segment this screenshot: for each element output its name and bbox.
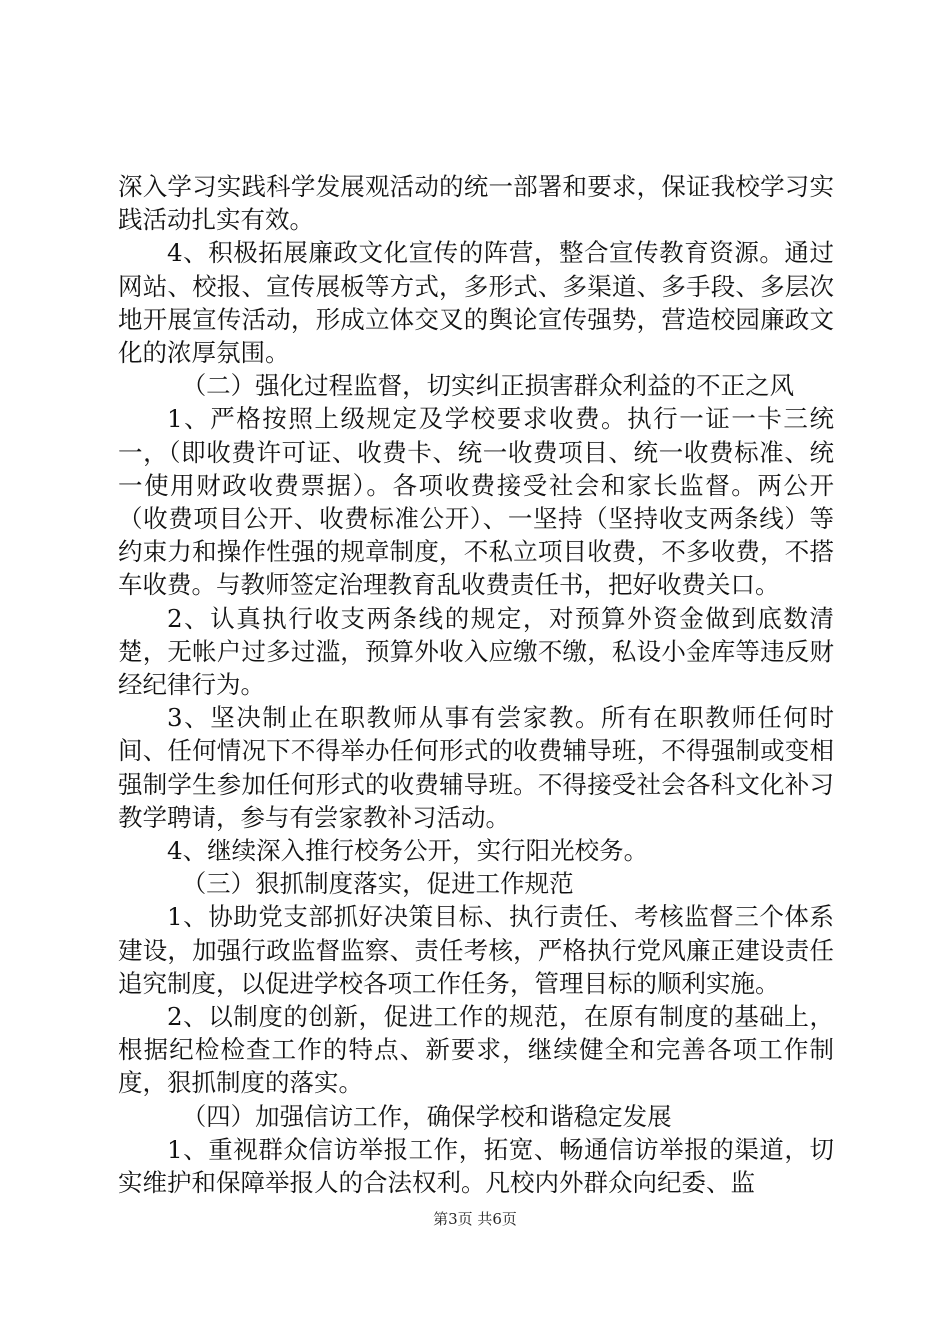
paragraph-7: 4、继续深入推行校务公开，实行阳光校务。 xyxy=(167,836,649,866)
paragraph-6: 3、坚决制止在职教师从事有尝家教。所有在职教师任何时间、任何情况下不得举办任何形式的收费辅导班，不得强制或变相强制学生参加任何形式的收费辅导班。不得接受社会各科文化补习教学聘请，参与有尝家教补习活动。 xyxy=(118,703,834,832)
paragraph-9: 1、协助党支部抓好决策目标、执行责任、考核监督三个体系建设，加强行政监督监察、责任考核，严格执行党风廉正建设责任追究制度，以促进学校各项工作任务，管理目标的顺利实施。 xyxy=(118,902,834,998)
paragraph-10: 2、以制度的创新，促进工作的规范，在原有制度的基础上，根据纪检检查工作的特点、新要求，继续健全和完善各项工作制度，狠抓制度的落实。 xyxy=(118,1002,834,1098)
section-heading-2: （二）强化过程监督，切实纠正损害群众利益的不正之风 xyxy=(181,371,795,401)
paragraph-4: 1、严格按照上级规定及学校要求收费。执行一证一卡三统一，（即收费许可证、收费卡、统一收费项目、统一收费标准、统一使用财政收费票据）。各项收费接受社会和家长监督。两公开（收费项目公开、收费标准公开）、一坚持（坚持收支两条线）等约束力和操作性强的规章制度，不私立项目收费，不多收费，不搭车收费。与教师签定治理教育乱收费责任书，把好收费关口。 xyxy=(118,404,834,600)
paragraph-12: 1、重视群众信访举报工作，拓宽、畅通信访举报的渠道，切实维护和保障举报人的合法权利。凡校内外群众向纪委、监 xyxy=(118,1134,834,1198)
page-footer: 第3页 共6页 xyxy=(433,1210,517,1228)
paragraph-1: 深入学习实践科学发展观活动的统一部署和要求，保证我校学习实践活动扎实有效。 xyxy=(118,172,834,235)
section-heading-3: （三）狠抓制度落实，促进工作规范 xyxy=(181,869,574,899)
document-body xyxy=(118,170,834,1199)
paragraph-5: 2、认真执行收支两条线的规定，对预算外资金做到底数清楚，无帐户过多过滥，预算外收入应缴不缴，私设小金库等违反财经纪律行为。 xyxy=(118,603,834,700)
section-heading-4: （四）加强信访工作，确保学校和谐稳定发展 xyxy=(181,1101,672,1131)
paragraph-2: 4、积极拓展廉政文化宣传的阵营，整合宣传教育资源。通过网站、校报、宣传展板等方式，多形式、多渠道、多手段、多层次地开展宣传活动，形成立体交叉的舆论宣传强势，营造校园廉政文化的浓厚氛围。 xyxy=(118,238,834,368)
